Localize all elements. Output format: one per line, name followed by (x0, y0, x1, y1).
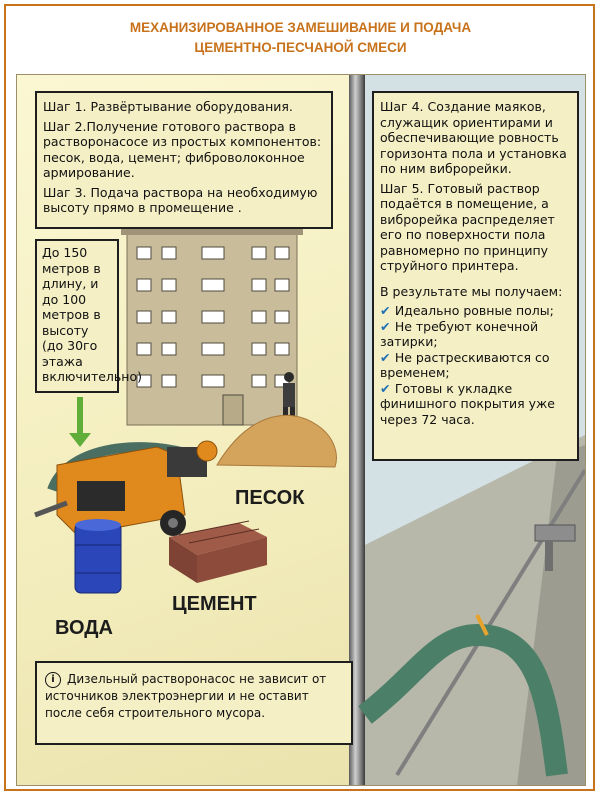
label-sand: ПЕСОК (235, 487, 305, 509)
result-item: ✔ Не требуют конечной затирки; (380, 318, 539, 349)
building-icon (121, 227, 303, 425)
checkmark-icon: ✔ (380, 303, 395, 318)
checkmark-icon: ✔ (380, 380, 395, 396)
title-line-1: МЕХАНИЗИРОВАННОЕ ЗАМЕШИВАНИЕ И ПОДАЧА (129, 20, 472, 35)
steps-right-box (372, 91, 579, 461)
step-5-text: Шаг 5. Готовый раствор подаётся в помещение, а виброрейка распределяет его по поверхности пола равномерно по принципу струйного принтера. (380, 180, 555, 273)
results-list (380, 303, 571, 427)
info-note-box (35, 661, 353, 745)
distance-note-box (35, 239, 142, 393)
result-item: ✔ Идеально ровные полы; (380, 303, 554, 318)
step-4-text: Шаг 4. Создание маяков, служащик ориентирами и обеспечивающие ровность горизонта пола и установка по ним виброрейки. (380, 99, 567, 176)
poster-illustration (16, 74, 586, 786)
checkmark-icon: ✔ (380, 349, 395, 365)
checkmark-icon: ✔ (380, 318, 395, 334)
info-icon: i (45, 672, 61, 688)
arrow-down-icon (69, 397, 91, 447)
result-item: ✔ Не растрескиваются со временем; (380, 349, 550, 380)
steps-left-box (35, 91, 333, 229)
title-line-2: ЦЕМЕНТНО-ПЕСЧАНОЙ СМЕСИ (194, 40, 407, 55)
step-3-text: Шаг 3. Подача раствора на необходимую высоту прямо в промещение . (43, 184, 318, 215)
step-2-text: Шаг 2.Получение готового раствора в растворонасосе из простых компонентов: песок, вода, цемент; фиброволоконное армирование. (43, 118, 322, 180)
info-note-text: Дизельный растворонасос не зависит от источников электроэнергии и не оставит после себя строительного мусора. (45, 672, 327, 720)
result-item: ✔ Готовы к укладке финишного покрытия уже через 72 часа. (380, 380, 555, 427)
water-barrel-icon (75, 519, 121, 593)
page-title (0, 18, 601, 58)
label-water: ВОДА (55, 617, 113, 639)
mortar-pump-icon (35, 441, 217, 536)
distance-note-text: До 150 метров в длину, и до 100 метров в высоту (до 30го этажа включительно) (42, 245, 142, 384)
results-heading: В результате мы получаем: (380, 283, 563, 299)
label-cement: ЦЕМЕНТ (172, 593, 257, 615)
step-1-text: Шаг 1. Развёртывание оборудования. (43, 99, 293, 114)
